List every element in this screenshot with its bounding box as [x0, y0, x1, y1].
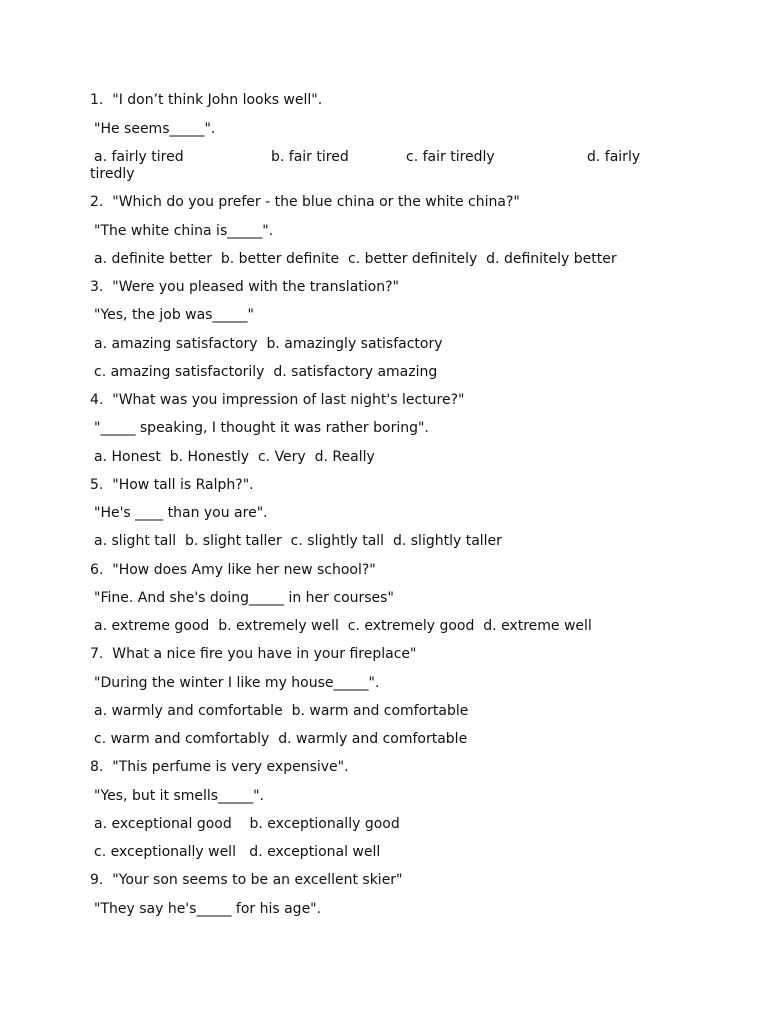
- question-7: 7. What a nice fire you have in your fireplace": [90, 646, 417, 662]
- question-6-response: "Fine. And she's doing_____ in her courses": [94, 590, 394, 606]
- question-5-options: a. slight tall b. slight taller c. slightly tall d. slightly taller: [94, 533, 502, 549]
- question-9: 9. "Your son seems to be an excellent skier": [90, 872, 403, 888]
- question-2: 2. "Which do you prefer - the blue china or the white china?": [90, 194, 520, 210]
- question-8-options-line-1: a. exceptional good b. exceptionally good: [94, 816, 400, 832]
- question-7-response: "During the winter I like my house_____".: [94, 675, 380, 691]
- question-1-option-a: a. fairly tired: [94, 149, 184, 165]
- question-3-options-line-2: c. amazing satisfactorily d. satisfactory amazing: [94, 364, 438, 380]
- question-6: 6. "How does Amy like her new school?": [90, 562, 376, 578]
- question-7-options-line-2: c. warm and comfortably d. warmly and comfortable: [94, 731, 468, 747]
- question-8-response: "Yes, but it smells_____".: [94, 788, 264, 804]
- question-9-response: "They say he's_____ for his age".: [94, 901, 322, 917]
- question-1-option-d: d. fairly: [587, 149, 641, 165]
- question-6-options: a. extreme good b. extremely well c. extremely good d. extreme well: [94, 618, 592, 634]
- question-5-response: "He's ____ than you are".: [94, 505, 268, 521]
- question-1-response: "He seems_____".: [94, 121, 216, 137]
- question-4-response: "_____ speaking, I thought it was rather boring".: [94, 420, 429, 436]
- question-4: 4. "What was you impression of last night's lecture?": [90, 392, 465, 408]
- question-1-option-d-wrap: tiredly: [90, 166, 135, 182]
- question-2-response: "The white china is_____".: [94, 223, 274, 239]
- question-3: 3. "Were you pleased with the translation?": [90, 279, 399, 295]
- question-2-options: a. definite better b. better definite c. better definitely d. definitely better: [94, 251, 617, 267]
- question-8-options-line-2: c. exceptionally well d. exceptional well: [94, 844, 381, 860]
- question-5: 5. "How tall is Ralph?".: [90, 477, 254, 493]
- question-1-option-b: b. fair tired: [271, 149, 349, 165]
- question-3-response: "Yes, the job was_____": [94, 307, 254, 323]
- question-4-options: a. Honest b. Honestly c. Very d. Really: [94, 449, 375, 465]
- question-1: 1. "I don’t think John looks well".: [90, 92, 323, 108]
- question-7-options-line-1: a. warmly and comfortable b. warm and comfortable: [94, 703, 469, 719]
- question-8: 8. "This perfume is very expensive".: [90, 759, 349, 775]
- question-3-options-line-1: a. amazing satisfactory b. amazingly satisfactory: [94, 336, 443, 352]
- question-1-option-c: c. fair tiredly: [406, 149, 495, 165]
